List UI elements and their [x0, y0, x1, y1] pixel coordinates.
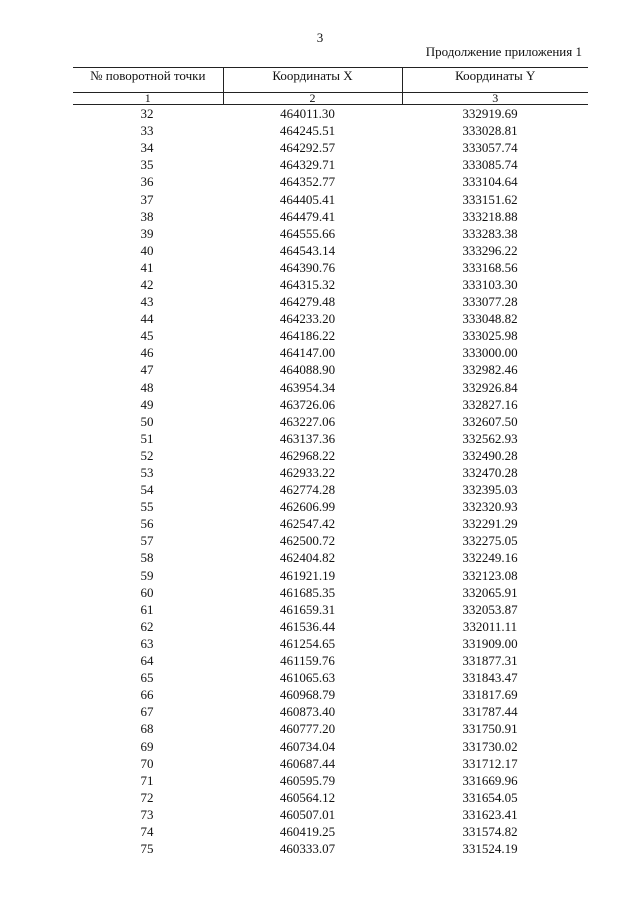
- coordinate-x-cell: 463227.06: [279, 413, 336, 429]
- coordinate-x-cell: 464186.22: [279, 328, 336, 344]
- table-row: [73, 806, 588, 823]
- coordinate-y-cell: 331730.02: [462, 738, 518, 754]
- table-row: [73, 755, 588, 772]
- page-number: 3: [316, 30, 324, 45]
- point-number-cell: 59: [140, 567, 154, 583]
- coordinate-x-cell: 462774.28: [279, 482, 336, 498]
- point-number-cell: 55: [140, 499, 154, 515]
- table-row: [73, 737, 588, 754]
- point-number-cell: 38: [140, 208, 154, 224]
- table-row: [73, 840, 588, 857]
- point-number-cell: 71: [140, 772, 154, 788]
- coordinate-y-cell: 331623.41: [462, 806, 518, 822]
- table-row: [73, 823, 588, 840]
- coordinate-x-cell: 462606.99: [279, 499, 336, 515]
- point-number-cell: 47: [140, 362, 154, 378]
- coordinate-y-cell: 332490.28: [462, 447, 518, 463]
- coordinate-x-cell: 464390.76: [279, 259, 336, 275]
- coordinate-y-cell: 333296.22: [462, 242, 518, 258]
- coordinate-x-cell: 460873.40: [279, 704, 336, 720]
- header-point-number: № поворотной точки: [73, 68, 223, 93]
- coordinate-x-cell: 464329.71: [279, 157, 336, 173]
- table-row: [73, 635, 588, 652]
- coordinate-y-cell: 333077.28: [462, 294, 518, 310]
- coordinate-y-cell: 331909.00: [462, 635, 518, 651]
- coordinate-x-cell: 460595.79: [279, 772, 336, 788]
- table-row: [73, 344, 588, 361]
- coordinate-x-cell: 464279.48: [279, 294, 336, 310]
- coordinate-x-cell: 464233.20: [279, 311, 336, 327]
- coordinate-x-cell: 463954.34: [279, 379, 336, 395]
- table-header-row: [73, 68, 588, 93]
- point-number-cell: 64: [140, 653, 154, 669]
- point-number-cell: 40: [140, 242, 154, 258]
- point-number-cell: 61: [140, 601, 154, 617]
- coordinate-y-cell: 332011.11: [462, 618, 518, 634]
- table-row: [73, 430, 588, 447]
- table-row: [73, 498, 588, 515]
- coordinate-y-cell: 331654.05: [462, 789, 518, 805]
- point-number-cell: 56: [140, 516, 154, 532]
- table-row: [73, 481, 588, 498]
- coordinate-y-cell: 332607.50: [462, 413, 518, 429]
- coordinate-y-cell: 332562.93: [462, 430, 518, 446]
- table-row: [73, 652, 588, 669]
- column-number-row: [73, 93, 588, 105]
- point-number-cell: 45: [140, 328, 154, 344]
- coordinate-y-cell: 333218.88: [462, 208, 518, 224]
- point-number-cell: 65: [140, 670, 154, 686]
- table-row: [73, 396, 588, 413]
- coordinate-x-cell: 464543.14: [279, 242, 336, 258]
- table-row: [73, 173, 588, 190]
- table-row: [73, 549, 588, 566]
- coordinate-y-cell: 333104.64: [462, 174, 518, 190]
- table-row: [73, 669, 588, 686]
- point-number-cell: 73: [140, 806, 154, 822]
- coordinate-x-cell: 464315.32: [279, 276, 336, 292]
- coordinate-x-cell: 460687.44: [279, 755, 336, 771]
- point-number-cell: 35: [140, 157, 154, 173]
- table-row: [73, 618, 588, 635]
- table-row: [73, 703, 588, 720]
- coordinate-x-cell: 460564.12: [279, 789, 336, 805]
- point-number-cell: 54: [140, 482, 154, 498]
- column-number: 3: [402, 93, 588, 105]
- coordinate-y-cell: 331574.82: [462, 823, 518, 839]
- coordinate-y-cell: 332395.03: [462, 482, 518, 498]
- point-number-cell: 49: [140, 396, 154, 412]
- coordinate-y-cell: 332470.28: [462, 465, 518, 481]
- coordinate-y-cell: 332291.29: [462, 516, 518, 532]
- coordinate-x-cell: 460333.07: [279, 841, 336, 857]
- coordinate-y-cell: 331843.47: [462, 670, 518, 686]
- point-number-cell: 46: [140, 345, 154, 361]
- coordinate-y-cell: 333057.74: [462, 140, 518, 156]
- point-number-cell: 72: [140, 789, 154, 805]
- coordinate-x-cell: 464011.30: [280, 106, 335, 122]
- coordinate-x-cell: 460419.25: [279, 823, 336, 839]
- point-number-cell: 62: [140, 618, 154, 634]
- coordinate-x-cell: 464352.77: [279, 174, 336, 190]
- point-number-cell: 41: [140, 259, 154, 275]
- coordinate-y-cell: 332320.93: [462, 499, 518, 515]
- coordinate-y-cell: 333151.62: [462, 191, 518, 207]
- coordinates-table: [73, 67, 588, 857]
- table-row: [73, 789, 588, 806]
- coordinate-x-cell: 462933.22: [279, 465, 336, 481]
- coordinate-x-cell: 460968.79: [279, 687, 336, 703]
- coordinate-y-cell: 331669.96: [462, 772, 518, 788]
- coordinate-x-cell: 464555.66: [279, 225, 336, 241]
- table-row: [73, 686, 588, 703]
- coordinate-x-cell: 461536.44: [279, 618, 336, 634]
- coordinate-y-cell: 332065.91: [462, 584, 518, 600]
- coordinate-x-cell: 461254.65: [279, 635, 336, 651]
- coordinate-y-cell: 331817.69: [462, 687, 518, 703]
- column-number: 1: [73, 93, 223, 105]
- coordinate-y-cell: 333085.74: [462, 157, 518, 173]
- coordinate-x-cell: 460507.01: [279, 806, 336, 822]
- coordinate-x-cell: 464147.00: [279, 345, 336, 361]
- coordinate-x-cell: 461159.76: [280, 653, 335, 669]
- point-number-cell: 37: [140, 191, 154, 207]
- coordinate-y-cell: 331787.44: [462, 704, 518, 720]
- point-number-cell: 66: [140, 687, 154, 703]
- coordinate-y-cell: 331750.91: [462, 721, 518, 737]
- coordinate-y-cell: 333028.81: [462, 123, 518, 139]
- coordinate-y-cell: 332123.08: [462, 567, 518, 583]
- coordinate-x-cell: 464245.51: [279, 123, 336, 139]
- coordinate-x-cell: 463726.06: [279, 396, 336, 412]
- table-body: [73, 105, 588, 858]
- coordinate-x-cell: 462968.22: [279, 447, 336, 463]
- coordinate-y-cell: 331712.17: [462, 755, 518, 771]
- table-row: [73, 532, 588, 549]
- coordinate-y-cell: 331877.31: [462, 653, 518, 669]
- point-number-cell: 50: [140, 413, 154, 429]
- point-number-cell: 43: [140, 294, 154, 310]
- coordinate-x-cell: 463137.36: [279, 430, 336, 446]
- coordinate-x-cell: 464405.41: [279, 191, 336, 207]
- point-number-cell: 75: [140, 841, 154, 857]
- point-number-cell: 32: [140, 106, 154, 122]
- table-row: [73, 379, 588, 396]
- point-number-cell: 48: [140, 379, 154, 395]
- table-row: [73, 413, 588, 430]
- point-number-cell: 34: [140, 140, 154, 156]
- coordinate-x-cell: 461685.35: [279, 584, 336, 600]
- table-row: [73, 105, 588, 123]
- column-number: 2: [223, 93, 402, 105]
- coordinate-x-cell: 462500.72: [279, 533, 336, 549]
- table-row: [73, 310, 588, 327]
- table-row: [73, 208, 588, 225]
- table-row: [73, 327, 588, 344]
- coordinate-y-cell: 332249.16: [462, 550, 518, 566]
- point-number-cell: 52: [140, 447, 154, 463]
- coordinate-y-cell: 331524.19: [462, 841, 518, 857]
- point-number-cell: 60: [140, 584, 154, 600]
- table-row: [73, 276, 588, 293]
- header-coordinate-y: Координаты Y: [402, 68, 588, 93]
- coordinate-y-cell: 333103.30: [462, 276, 518, 292]
- coordinate-y-cell: 333168.56: [462, 259, 518, 275]
- table-row: [73, 567, 588, 584]
- table-row: [73, 122, 588, 139]
- coordinate-x-cell: 464479.41: [279, 208, 336, 224]
- coordinate-y-cell: 332919.69: [462, 106, 518, 122]
- coordinate-y-cell: 332926.84: [462, 379, 518, 395]
- coordinate-x-cell: 462404.82: [279, 550, 336, 566]
- point-number-cell: 58: [140, 550, 154, 566]
- header-coordinate-x: Координаты X: [223, 68, 402, 93]
- coordinate-y-cell: 333025.98: [462, 328, 518, 344]
- point-number-cell: 33: [140, 123, 154, 139]
- point-number-cell: 67: [140, 704, 154, 720]
- table-row: [73, 361, 588, 378]
- point-number-cell: 44: [140, 311, 154, 327]
- table-row: [73, 447, 588, 464]
- coordinate-x-cell: 464292.57: [279, 140, 336, 156]
- point-number-cell: 68: [140, 721, 154, 737]
- table-row: [73, 156, 588, 173]
- point-number-cell: 39: [140, 225, 154, 241]
- point-number-cell: 70: [140, 755, 154, 771]
- coordinate-y-cell: 332982.46: [462, 362, 518, 378]
- table-row: [73, 293, 588, 310]
- table-row: [73, 584, 588, 601]
- coordinate-x-cell: 461065.63: [279, 670, 336, 686]
- table-row: [73, 772, 588, 789]
- table-row: [73, 464, 588, 481]
- table-row: [73, 720, 588, 737]
- point-number-cell: 63: [140, 635, 154, 651]
- point-number-cell: 69: [140, 738, 154, 754]
- point-number-cell: 57: [140, 533, 154, 549]
- point-number-cell: 74: [140, 823, 154, 839]
- table-row: [73, 515, 588, 532]
- table-row: [73, 259, 588, 276]
- table-row: [73, 225, 588, 242]
- table-row: [73, 190, 588, 207]
- coordinate-x-cell: 461921.19: [279, 567, 336, 583]
- continuation-title: Продолжение приложения 1: [425, 44, 582, 59]
- coordinate-x-cell: 460734.04: [279, 738, 336, 754]
- point-number-cell: 42: [140, 276, 154, 292]
- coordinate-y-cell: 332053.87: [462, 601, 518, 617]
- coordinate-x-cell: 464088.90: [279, 362, 336, 378]
- coordinate-x-cell: 462547.42: [279, 516, 336, 532]
- coordinate-x-cell: 460777.20: [279, 721, 336, 737]
- table-row: [73, 601, 588, 618]
- point-number-cell: 51: [140, 430, 154, 446]
- table-row: [73, 242, 588, 259]
- coordinate-y-cell: 333283.38: [462, 225, 518, 241]
- point-number-cell: 53: [140, 465, 154, 481]
- table-row: [73, 139, 588, 156]
- coordinate-y-cell: 332827.16: [462, 396, 518, 412]
- coordinate-y-cell: 333048.82: [462, 311, 518, 327]
- coordinate-y-cell: 333000.00: [462, 345, 518, 361]
- point-number-cell: 36: [140, 174, 154, 190]
- coordinate-y-cell: 332275.05: [462, 533, 518, 549]
- coordinate-x-cell: 461659.31: [279, 601, 336, 617]
